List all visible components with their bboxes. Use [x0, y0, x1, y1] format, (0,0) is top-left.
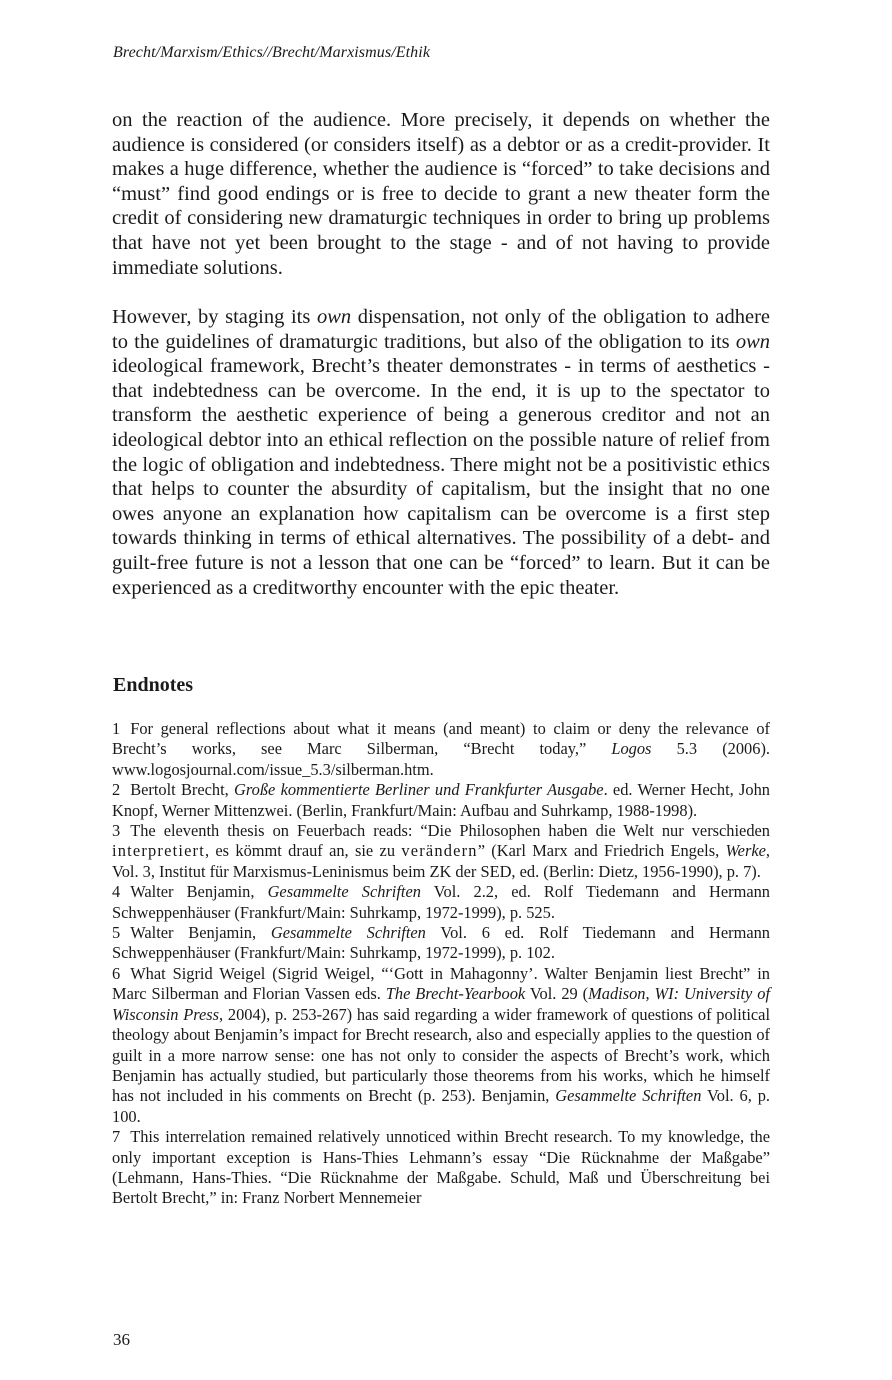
endnote-text: Walter Benjamin, — [130, 882, 268, 902]
endnote-number: 1 — [112, 719, 121, 738]
endnote-3 — [112, 821, 770, 882]
endnote-number: 4 — [112, 882, 121, 902]
endnote-number: 2 — [112, 780, 121, 800]
endnote-italic: Madison, WI: University of Wisconsin Press — [112, 984, 771, 1024]
endnote-text: Vol. 29 ( — [525, 984, 589, 1004]
endnote-text: For general reflections about what it means (and meant) to claim or deny the relevance of Brecht’s works, see Marc Silberman, “Brecht today,” — [112, 719, 770, 759]
endnote-text: Vol. 2.2, ed. Rolf Tiedemann and Hermann Schweppenhäuser (Frankfurt/Main: Suhrkamp, 1972-1999), p. 525. — [112, 882, 770, 922]
endnote-5 — [112, 923, 770, 964]
endnote-italic: Große kommentierte Berliner und Frankfurter Ausgabe — [234, 780, 604, 800]
paragraph-text: However, by staging its — [112, 306, 317, 328]
endnote-spaced: verändern — [401, 841, 478, 861]
endnote-text: What Sigrid Weigel (Sigrid Weigel, “‘Gott in Mahagonny’. Walter Benjamin liest Brecht” in Marc Silberman and Florian Vassen eds. — [112, 963, 770, 1004]
endnote-7 — [112, 1127, 770, 1209]
page-number: 36 — [113, 1330, 130, 1349]
paragraph-text: dispensation, not only of the obligation to adhere to the guidelines of dramaturgic traditions, but also of the obligation to its — [112, 306, 771, 353]
endnote-number: 6 — [112, 963, 121, 983]
endnote-2 — [112, 780, 770, 821]
endnote-text: , 2004), p. 253-267) has said regarding a wider framework of questions of political theology about Benjamin’s impact for Brecht research, also and especially applies to the question of guilt in a more narrow sense: one has not only to consider the aspects of Brecht’s work, which Benjamin has actually studied, but particularly those theorems from his works, which he himself has not included in his comments on Brecht (p. 253). Benjamin, — [112, 1004, 771, 1106]
endnotes-heading: Endnotes — [113, 674, 194, 696]
endnote-text: Vol. 6, p. 100. — [112, 1086, 770, 1126]
endnote-text: The eleventh thesis on Feuerbach reads: “Die Philosophen haben die Welt nur verschieden — [130, 821, 770, 841]
body-paragraph-1: on the reaction of the audience. More precisely, it depends on whether the audience is considered (or considers itself) as a debtor or as a credit-provider. It makes a huge difference, whether the audience is “forced” to take decisions and “must” find good endings or is free to decide to grant a new theater form the credit of considering new dramaturgic techniques in order to bring up problems that have not yet been brought to the stage - and of not having to provide immediate solutions. — [112, 109, 770, 279]
endnote-italic: Gesammelte Schriften — [270, 923, 426, 943]
emphasis-own: own — [735, 330, 770, 353]
endnote-text: Bertolt Brecht, — [130, 780, 235, 800]
emphasis-own: own — [316, 306, 352, 328]
endnote-text: , Vol. 3, Institut für Marxismus-Leninismus beim ZK der SED, ed. (Berlin: Dietz, 1956-1990), p. 7). — [112, 841, 770, 881]
body-paragraph-2 — [112, 305, 770, 600]
endnote-1 — [112, 719, 770, 780]
endnote-italic: Werke — [725, 841, 766, 861]
endnote-text: Vol. 6 ed. Rolf Tiedemann and Hermann Schweppenhäuser (Frankfurt/Main: Suhrkamp, 1972-1999), p. 102. — [112, 923, 771, 963]
endnote-italic: Gesammelte Schriften — [267, 882, 421, 902]
endnote-spaced: interpretiert — [112, 841, 205, 861]
endnote-number: 3 — [112, 821, 121, 841]
endnote-6 — [112, 964, 770, 1127]
endnote-text: ” (Karl Marx and Friedrich Engels, — [477, 841, 726, 861]
endnote-italic: Logos — [611, 739, 652, 759]
endnote-italic: The Brecht-Yearbook — [385, 984, 526, 1004]
endnote-text: 5.3 (2006). www.logosjournal.com/issue_5.3/silberman.htm. — [112, 739, 770, 779]
running-head: Brecht/Marxism/Ethics//Brecht/Marxismus/Ethik — [113, 44, 431, 61]
endnote-text: , es kömmt drauf an, sie zu — [204, 841, 402, 861]
endnote-text: This interrelation remained relatively unnoticed within Brecht research. To my knowledge, the only important exception is Hans-Thies Lehmann’s essay “Die Rücknahme der Maßgabe” (Lehmann, Hans-Thies. “Die Rücknahme der Maßgabe. Schuld, Maß und Überschreitung bei Bertolt Brecht,” in: Franz Norbert Mennemeier — [112, 1127, 770, 1208]
endnote-number: 7 — [112, 1127, 121, 1147]
paragraph-text: ideological framework, Brecht’s theater demonstrates - in terms of aesthetics - that indebtedness can be overcome. In the end, it is up to the spectator to transform the aesthetic experience of being a generous creditor and not an ideological debtor into an ethical reflection on the possible nature of relief from the logic of obligation and indebtedness. There might not be a positivistic ethics that helps to counter the absurdity of capitalism, but the insight that no one owes anyone an explanation how capitalism can be overcome is a first step towards thinking in terms of ethical alternatives. The possibility of a debt- and guilt-free future is not a lesson that one can be “forced” to learn. But it can be experienced as a creditworthy encounter with the epic theater. — [112, 355, 770, 599]
endnote-italic: Gesammelte Schriften — [555, 1086, 702, 1106]
endnotes-list — [112, 719, 770, 1209]
endnote-text: . ed. Werner Hecht, John Knopf, Werner Mittenzwei. (Berlin, Frankfurt/Main: Aufbau and Suhrkamp, 1988-1998). — [112, 780, 771, 820]
endnote-number: 5 — [112, 923, 121, 943]
endnote-text: Walter Benjamin, — [130, 923, 271, 943]
endnote-4 — [112, 882, 770, 923]
